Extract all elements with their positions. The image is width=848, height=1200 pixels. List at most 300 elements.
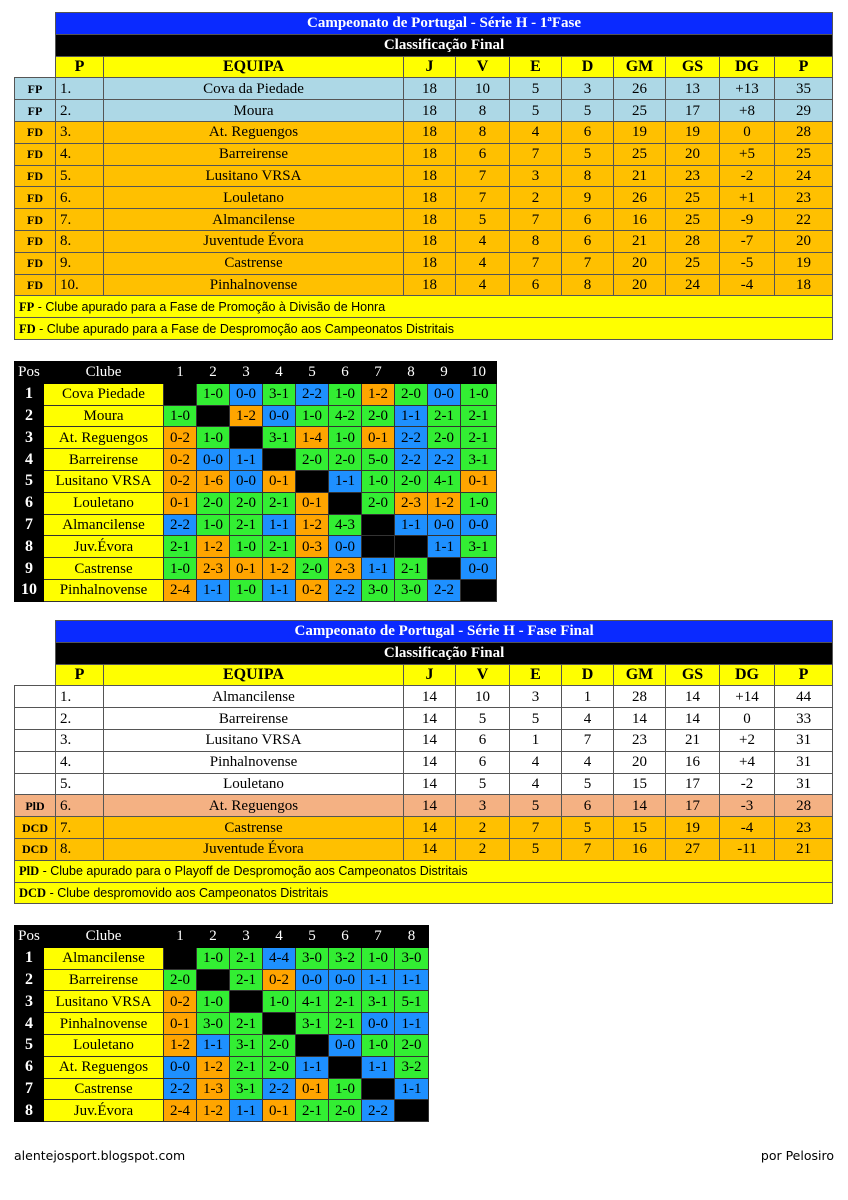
row-gs: 14 bbox=[666, 686, 720, 708]
result-cell: 0-0 bbox=[428, 383, 461, 405]
result-cell: 0-0 bbox=[230, 470, 263, 492]
col-header: EQUIPA bbox=[104, 664, 404, 686]
row-p: 24 bbox=[775, 165, 833, 187]
row-gs: 28 bbox=[666, 230, 720, 252]
row-gm: 14 bbox=[614, 708, 666, 730]
grid-row bbox=[15, 558, 497, 580]
row-position: 9. bbox=[56, 252, 104, 274]
row-position: 2. bbox=[56, 100, 104, 122]
grid-col-header: 2 bbox=[197, 926, 230, 948]
result-cell: 0-0 bbox=[263, 405, 296, 427]
col-header: GS bbox=[666, 56, 720, 78]
result-cell: 0-1 bbox=[230, 558, 263, 580]
result-cell: 0-0 bbox=[296, 969, 329, 991]
row-d: 7 bbox=[562, 729, 614, 751]
row-d: 5 bbox=[562, 143, 614, 165]
result-cell: 2-0 bbox=[428, 427, 461, 449]
grid-row bbox=[15, 1056, 429, 1078]
standings-row bbox=[15, 773, 833, 795]
footer-author: por Pelosiro bbox=[760, 1148, 834, 1163]
grid-col-header: 5 bbox=[296, 362, 329, 384]
grid-col-header: 4 bbox=[263, 362, 296, 384]
result-cell: 0-1 bbox=[263, 1100, 296, 1122]
grid-row bbox=[15, 470, 497, 492]
grid-col-header: Clube bbox=[44, 926, 164, 948]
col-header: P bbox=[56, 664, 104, 686]
result-cell: 4-2 bbox=[329, 405, 362, 427]
result-cell: 1-0 bbox=[263, 991, 296, 1013]
grid-pos: 8 bbox=[15, 1100, 44, 1122]
result-cell: 1-0 bbox=[362, 1034, 395, 1056]
grid-pos: 2 bbox=[15, 405, 44, 427]
grid-col-header: 3 bbox=[230, 926, 263, 948]
row-team: Pinhalnovense bbox=[104, 274, 404, 296]
result-cell: 2-1 bbox=[461, 427, 497, 449]
grid-pos: 5 bbox=[15, 470, 44, 492]
grid-row bbox=[15, 427, 497, 449]
col-header: V bbox=[456, 56, 510, 78]
row-j: 14 bbox=[404, 686, 456, 708]
row-team: Pinhalnovense bbox=[104, 751, 404, 773]
row-gm: 20 bbox=[614, 252, 666, 274]
row-e: 4 bbox=[510, 751, 562, 773]
result-cell: 1-0 bbox=[461, 492, 497, 514]
result-cell bbox=[164, 383, 197, 405]
grid-pos: 6 bbox=[15, 1056, 44, 1078]
grid-row bbox=[15, 969, 429, 991]
grid-club: Castrense bbox=[44, 558, 164, 580]
row-team: Juventude Évora bbox=[104, 838, 404, 860]
row-j: 18 bbox=[404, 121, 456, 143]
grid-row bbox=[15, 991, 429, 1013]
result-cell: 2-2 bbox=[164, 514, 197, 536]
row-dg: +8 bbox=[720, 100, 775, 122]
row-p: 19 bbox=[775, 252, 833, 274]
row-position: 1. bbox=[56, 78, 104, 100]
row-position: 8. bbox=[56, 838, 104, 860]
result-cell: 3-0 bbox=[395, 579, 428, 601]
result-cell bbox=[164, 947, 197, 969]
result-cell: 1-0 bbox=[197, 383, 230, 405]
result-cell: 1-2 bbox=[362, 383, 395, 405]
row-dg: -5 bbox=[720, 252, 775, 274]
result-cell: 1-0 bbox=[230, 536, 263, 558]
result-cell: 2-1 bbox=[230, 514, 263, 536]
grid-row bbox=[15, 1100, 429, 1122]
standings-row bbox=[15, 686, 833, 708]
row-position: 6. bbox=[56, 795, 104, 817]
col-header: DG bbox=[720, 664, 775, 686]
col-header: EQUIPA bbox=[104, 56, 404, 78]
result-cell: 0-1 bbox=[263, 470, 296, 492]
result-cell: 1-1 bbox=[395, 969, 429, 991]
row-position: 5. bbox=[56, 773, 104, 795]
result-cell: 2-2 bbox=[428, 579, 461, 601]
row-position: 8. bbox=[56, 230, 104, 252]
result-cell bbox=[296, 1034, 329, 1056]
result-cell: 0-1 bbox=[362, 427, 395, 449]
row-gm: 20 bbox=[614, 274, 666, 296]
result-cell: 1-2 bbox=[263, 558, 296, 580]
result-cell: 1-0 bbox=[197, 947, 230, 969]
grid-club: Barreirense bbox=[44, 449, 164, 471]
result-cell: 2-1 bbox=[428, 405, 461, 427]
grid-row bbox=[15, 947, 429, 969]
result-cell: 0-0 bbox=[329, 1034, 362, 1056]
row-j: 14 bbox=[404, 838, 456, 860]
result-cell: 2-0 bbox=[329, 1100, 362, 1122]
row-j: 18 bbox=[404, 187, 456, 209]
result-cell: 2-3 bbox=[329, 558, 362, 580]
row-p: 35 bbox=[775, 78, 833, 100]
row-e: 5 bbox=[510, 795, 562, 817]
row-label: FD bbox=[15, 121, 56, 143]
grid-pos: 4 bbox=[15, 449, 44, 471]
row-p: 29 bbox=[775, 100, 833, 122]
row-label: FD bbox=[15, 165, 56, 187]
row-p: 33 bbox=[775, 708, 833, 730]
row-gs: 16 bbox=[666, 751, 720, 773]
row-j: 14 bbox=[404, 708, 456, 730]
row-dg: +4 bbox=[720, 751, 775, 773]
row-team: Castrense bbox=[104, 817, 404, 839]
grid-header-row bbox=[15, 926, 429, 948]
row-dg: -3 bbox=[720, 795, 775, 817]
grid-pos: 3 bbox=[15, 427, 44, 449]
standings-row bbox=[15, 274, 833, 296]
result-cell: 1-1 bbox=[296, 1056, 329, 1078]
result-cell: 1-1 bbox=[395, 1013, 429, 1035]
grid-row bbox=[15, 536, 497, 558]
result-cell: 2-1 bbox=[263, 536, 296, 558]
result-cell: 2-2 bbox=[329, 579, 362, 601]
result-cell: 1-2 bbox=[296, 514, 329, 536]
result-cell bbox=[395, 1100, 429, 1122]
result-cell: 1-0 bbox=[329, 383, 362, 405]
grid-row bbox=[15, 449, 497, 471]
result-cell: 2-2 bbox=[395, 427, 428, 449]
result-cell: 0-0 bbox=[461, 514, 497, 536]
row-dg: +13 bbox=[720, 78, 775, 100]
row-gm: 16 bbox=[614, 838, 666, 860]
row-gm: 14 bbox=[614, 795, 666, 817]
result-cell bbox=[296, 470, 329, 492]
grid-club: Moura bbox=[44, 405, 164, 427]
row-label bbox=[15, 686, 56, 708]
row-d: 6 bbox=[562, 230, 614, 252]
result-cell: 3-1 bbox=[461, 449, 497, 471]
result-cell: 1-1 bbox=[395, 514, 428, 536]
row-dg: -11 bbox=[720, 838, 775, 860]
result-cell: 1-1 bbox=[197, 579, 230, 601]
row-team: At. Reguengos bbox=[104, 795, 404, 817]
row-p: 23 bbox=[775, 817, 833, 839]
row-e: 5 bbox=[510, 78, 562, 100]
grid-club: Castrense bbox=[44, 1078, 164, 1100]
col-header: V bbox=[456, 664, 510, 686]
results-grid-stage2 bbox=[14, 925, 429, 1122]
row-gm: 25 bbox=[614, 143, 666, 165]
col-header: GM bbox=[614, 664, 666, 686]
result-cell: 0-3 bbox=[296, 536, 329, 558]
col-header: GM bbox=[614, 56, 666, 78]
grid-col-header: 8 bbox=[395, 362, 428, 384]
result-cell bbox=[329, 1056, 362, 1078]
standings-row bbox=[15, 209, 833, 231]
row-dg: -7 bbox=[720, 230, 775, 252]
grid-club: Barreirense bbox=[44, 969, 164, 991]
row-gm: 23 bbox=[614, 729, 666, 751]
row-e: 4 bbox=[510, 773, 562, 795]
row-position: 3. bbox=[56, 121, 104, 143]
row-v: 3 bbox=[456, 795, 510, 817]
result-cell: 5-1 bbox=[395, 991, 429, 1013]
row-v: 10 bbox=[456, 78, 510, 100]
grid-col-header: 3 bbox=[230, 362, 263, 384]
row-label: PlD bbox=[15, 795, 56, 817]
result-cell: 1-1 bbox=[362, 1056, 395, 1078]
result-cell bbox=[263, 449, 296, 471]
row-position: 4. bbox=[56, 751, 104, 773]
result-cell: 2-1 bbox=[329, 1013, 362, 1035]
result-cell: 0-0 bbox=[428, 514, 461, 536]
row-p: 25 bbox=[775, 143, 833, 165]
row-v: 2 bbox=[456, 838, 510, 860]
grid-col-header: 6 bbox=[329, 362, 362, 384]
stage1-subtitle: Classificação Final bbox=[56, 34, 833, 56]
result-cell: 4-1 bbox=[296, 991, 329, 1013]
row-d: 8 bbox=[562, 274, 614, 296]
row-d: 5 bbox=[562, 773, 614, 795]
standings-row bbox=[15, 78, 833, 100]
result-cell bbox=[263, 1013, 296, 1035]
result-cell: 0-0 bbox=[329, 536, 362, 558]
result-cell: 3-1 bbox=[362, 991, 395, 1013]
grid-col-header: 1 bbox=[164, 926, 197, 948]
row-v: 5 bbox=[456, 773, 510, 795]
result-cell: 1-0 bbox=[164, 558, 197, 580]
result-cell: 0-0 bbox=[362, 1013, 395, 1035]
row-dg: +5 bbox=[720, 143, 775, 165]
row-v: 4 bbox=[456, 274, 510, 296]
result-cell: 1-2 bbox=[230, 405, 263, 427]
grid-club: At. Reguengos bbox=[44, 427, 164, 449]
row-position: 7. bbox=[56, 817, 104, 839]
row-e: 2 bbox=[510, 187, 562, 209]
col-header: J bbox=[404, 664, 456, 686]
result-cell: 0-0 bbox=[197, 449, 230, 471]
result-cell: 1-1 bbox=[263, 514, 296, 536]
row-dg: -4 bbox=[720, 274, 775, 296]
row-position: 1. bbox=[56, 686, 104, 708]
result-cell bbox=[329, 492, 362, 514]
result-cell: 2-1 bbox=[230, 969, 263, 991]
result-cell: 1-1 bbox=[428, 536, 461, 558]
row-label: FD bbox=[15, 209, 56, 231]
grid-row bbox=[15, 383, 497, 405]
result-cell: 2-0 bbox=[362, 492, 395, 514]
result-cell: 2-0 bbox=[395, 383, 428, 405]
result-cell: 2-0 bbox=[296, 558, 329, 580]
result-cell: 1-0 bbox=[329, 427, 362, 449]
row-dg: +1 bbox=[720, 187, 775, 209]
row-team: Louletano bbox=[104, 773, 404, 795]
result-cell: 0-2 bbox=[164, 427, 197, 449]
row-e: 5 bbox=[510, 100, 562, 122]
result-cell: 3-2 bbox=[329, 947, 362, 969]
row-e: 4 bbox=[510, 121, 562, 143]
row-d: 6 bbox=[562, 209, 614, 231]
row-e: 3 bbox=[510, 165, 562, 187]
row-gm: 20 bbox=[614, 751, 666, 773]
row-v: 5 bbox=[456, 708, 510, 730]
grid-pos: 7 bbox=[15, 1078, 44, 1100]
result-cell: 2-0 bbox=[230, 492, 263, 514]
result-cell bbox=[461, 579, 497, 601]
result-cell: 2-2 bbox=[263, 1078, 296, 1100]
row-e: 8 bbox=[510, 230, 562, 252]
result-cell: 3-0 bbox=[197, 1013, 230, 1035]
col-header: P bbox=[775, 664, 833, 686]
result-cell: 1-2 bbox=[197, 1056, 230, 1078]
row-position: 4. bbox=[56, 143, 104, 165]
result-cell: 1-1 bbox=[329, 470, 362, 492]
result-cell bbox=[230, 991, 263, 1013]
row-d: 4 bbox=[562, 751, 614, 773]
row-gm: 21 bbox=[614, 230, 666, 252]
grid-pos: 9 bbox=[15, 558, 44, 580]
row-v: 6 bbox=[456, 729, 510, 751]
row-j: 18 bbox=[404, 274, 456, 296]
row-position: 5. bbox=[56, 165, 104, 187]
row-label bbox=[15, 751, 56, 773]
result-cell: 2-0 bbox=[263, 1056, 296, 1078]
row-label: DCD bbox=[15, 817, 56, 839]
result-cell: 2-0 bbox=[395, 1034, 429, 1056]
row-label bbox=[15, 729, 56, 751]
standings-row bbox=[15, 708, 833, 730]
grid-pos: 1 bbox=[15, 383, 44, 405]
row-team: Almancilense bbox=[104, 209, 404, 231]
row-label bbox=[15, 708, 56, 730]
result-cell bbox=[197, 969, 230, 991]
row-v: 7 bbox=[456, 187, 510, 209]
row-j: 18 bbox=[404, 252, 456, 274]
row-v: 2 bbox=[456, 817, 510, 839]
row-gm: 15 bbox=[614, 773, 666, 795]
standings-stage1 bbox=[14, 12, 833, 340]
grid-pos: 1 bbox=[15, 947, 44, 969]
row-team: Castrense bbox=[104, 252, 404, 274]
result-cell: 3-1 bbox=[230, 1078, 263, 1100]
row-gs: 25 bbox=[666, 252, 720, 274]
row-j: 14 bbox=[404, 795, 456, 817]
result-cell: 2-2 bbox=[296, 383, 329, 405]
result-cell: 2-4 bbox=[164, 1100, 197, 1122]
grid-club: Pinhalnovense bbox=[44, 1013, 164, 1035]
result-cell: 3-1 bbox=[263, 383, 296, 405]
result-cell: 3-1 bbox=[230, 1034, 263, 1056]
result-cell: 1-0 bbox=[329, 1078, 362, 1100]
row-e: 7 bbox=[510, 817, 562, 839]
row-dg: -2 bbox=[720, 165, 775, 187]
result-cell: 1-1 bbox=[197, 1034, 230, 1056]
row-d: 5 bbox=[562, 817, 614, 839]
stage2-note-pld: PlD - Clube apurado para o Playoff de Despromoção aos Campeonatos Distritais bbox=[15, 860, 833, 882]
result-cell: 0-1 bbox=[296, 492, 329, 514]
row-d: 8 bbox=[562, 165, 614, 187]
result-cell: 1-4 bbox=[296, 427, 329, 449]
result-cell: 0-0 bbox=[164, 1056, 197, 1078]
result-cell bbox=[197, 405, 230, 427]
grid-club: Pinhalnovense bbox=[44, 579, 164, 601]
col-header: E bbox=[510, 664, 562, 686]
result-cell: 3-2 bbox=[395, 1056, 429, 1078]
row-gs: 23 bbox=[666, 165, 720, 187]
result-cell: 1-1 bbox=[263, 579, 296, 601]
standings-row bbox=[15, 187, 833, 209]
row-d: 1 bbox=[562, 686, 614, 708]
result-cell: 2-4 bbox=[164, 579, 197, 601]
row-e: 7 bbox=[510, 209, 562, 231]
col-header: E bbox=[510, 56, 562, 78]
result-cell: 1-0 bbox=[197, 427, 230, 449]
grid-col-header: 5 bbox=[296, 926, 329, 948]
results-grid-stage1 bbox=[14, 361, 497, 602]
result-cell: 2-1 bbox=[395, 558, 428, 580]
row-gm: 15 bbox=[614, 817, 666, 839]
result-cell: 1-2 bbox=[164, 1034, 197, 1056]
stage1-title: Campeonato de Portugal - Série H - 1ªFase bbox=[56, 13, 833, 35]
row-dg: 0 bbox=[720, 708, 775, 730]
result-cell bbox=[362, 1078, 395, 1100]
row-j: 14 bbox=[404, 729, 456, 751]
result-cell bbox=[395, 536, 428, 558]
row-d: 5 bbox=[562, 100, 614, 122]
result-cell: 1-2 bbox=[197, 536, 230, 558]
row-d: 3 bbox=[562, 78, 614, 100]
col-header: DG bbox=[720, 56, 775, 78]
standings-row bbox=[15, 817, 833, 839]
grid-col-header: 9 bbox=[428, 362, 461, 384]
result-cell: 4-4 bbox=[263, 947, 296, 969]
row-p: 22 bbox=[775, 209, 833, 231]
row-gm: 21 bbox=[614, 165, 666, 187]
row-team: Moura bbox=[104, 100, 404, 122]
row-dg: +14 bbox=[720, 686, 775, 708]
result-cell: 2-2 bbox=[428, 449, 461, 471]
row-gs: 14 bbox=[666, 708, 720, 730]
row-d: 6 bbox=[562, 121, 614, 143]
grid-pos: 6 bbox=[15, 492, 44, 514]
result-cell: 1-0 bbox=[197, 514, 230, 536]
result-cell: 1-0 bbox=[362, 947, 395, 969]
result-cell: 2-3 bbox=[197, 558, 230, 580]
row-d: 7 bbox=[562, 252, 614, 274]
row-dg: -2 bbox=[720, 773, 775, 795]
row-e: 1 bbox=[510, 729, 562, 751]
col-header: P bbox=[56, 56, 104, 78]
row-v: 6 bbox=[456, 751, 510, 773]
row-position: 7. bbox=[56, 209, 104, 231]
result-cell: 2-3 bbox=[395, 492, 428, 514]
row-p: 31 bbox=[775, 729, 833, 751]
row-d: 9 bbox=[562, 187, 614, 209]
row-j: 14 bbox=[404, 817, 456, 839]
row-label: FD bbox=[15, 143, 56, 165]
result-cell: 0-0 bbox=[230, 383, 263, 405]
row-label: FD bbox=[15, 187, 56, 209]
